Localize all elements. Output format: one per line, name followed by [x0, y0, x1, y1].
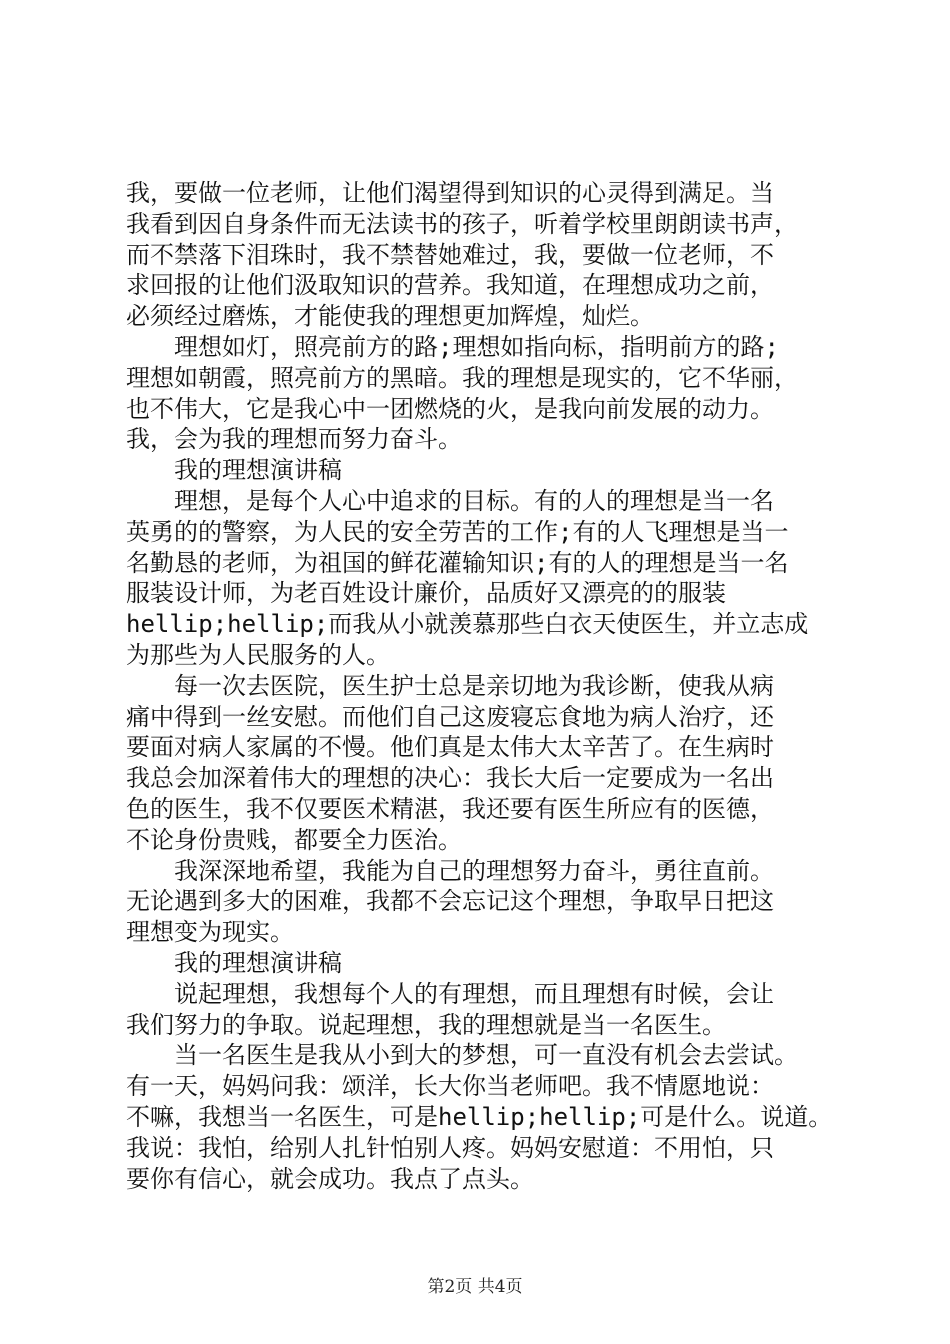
text-line: 说起理想，我想每个人的有理想，而且理想有时候，会让 — [126, 979, 774, 1008]
text-line: 我总会加深着伟大的理想的决心：我长大后一定要成为一名出 — [126, 764, 774, 793]
text-line: 我们努力的争取。说起理想，我的理想就是当一名医生。 — [126, 1010, 726, 1039]
text-line: 痛中得到一丝安慰。而他们自己这废寝忘食地为病人治疗，还 — [126, 702, 774, 731]
text-line: 要面对病人家属的不慢。他们真是太伟大太辛苦了。在生病时 — [126, 733, 774, 762]
text-line: 我，会为我的理想而努力奋斗。 — [126, 425, 462, 454]
text-line: hellip;hellip;而我从小就羡慕那些白衣天使医生，并立志成 — [126, 610, 809, 639]
text-line: 我深深地希望，我能为自己的理想努力奋斗，勇往直前。 — [126, 856, 774, 885]
section-heading: 我的理想演讲稿 — [126, 456, 342, 485]
text-line: 理想，是每个人心中追求的目标。有的人的理想是当一名 — [126, 486, 774, 515]
text-line: 我，要做一位老师，让他们渴望得到知识的心灵得到满足。当 — [126, 179, 774, 207]
text-line: 每一次去医院，医生护士总是亲切地为我诊断，使我从病 — [126, 671, 774, 700]
text-line: 服装设计师，为老百姓设计廉价，品质好又漂亮的的服装 — [126, 579, 726, 608]
text-line: 我看到因自身条件而无法读书的孩子，听着学校里朗朗读书声， — [126, 209, 798, 238]
text-line: 名勤恳的老师，为祖国的鲜花灌输知识;有的人的理想是当一名 — [126, 548, 789, 577]
section-heading: 我的理想演讲稿 — [126, 948, 342, 977]
text-line: 色的医生，我不仅要医术精湛，我还要有医生所应有的医德， — [126, 794, 774, 823]
text-line: 不嘛，我想当一名医生，可是hellip;hellip;可是什么。说道。 — [126, 1102, 833, 1131]
text-line: 为那些为人民服务的人。 — [126, 640, 390, 669]
text-line: 理想如灯，照亮前方的路;理想如指向标，指明前方的路; — [126, 332, 779, 361]
text-line: 我说：我怕，给别人扎针怕别人疼。妈妈安慰道：不用怕，只 — [126, 1133, 774, 1162]
text-line: 要你有信心，就会成功。我点了点头。 — [126, 1164, 534, 1193]
text-line: 也不伟大，它是我心中一团燃烧的火，是我向前发展的动力。 — [126, 394, 774, 423]
text-line: 无论遇到多大的困难，我都不会忘记这个理想，争取早日把这 — [126, 887, 774, 916]
text-line: 而不禁落下泪珠时，我不禁替她难过，我，要做一位老师，不 — [126, 240, 774, 269]
text-line: 必须经过磨炼，才能使我的理想更加辉煌，灿烂。 — [126, 302, 654, 331]
text-line: 有一天，妈妈问我：颂洋，长大你当老师吧。我不情愿地说： — [126, 1072, 774, 1101]
document-body — [126, 178, 846, 1194]
text-line: 英勇的的警察，为人民的安全劳苦的工作;有的人飞理想是当一 — [126, 517, 789, 546]
text-line: 理想变为现实。 — [126, 918, 294, 947]
text-line: 不论身份贵贱，都要全力医治。 — [126, 825, 462, 854]
text-line: 当一名医生是我从小到大的梦想，可一直没有机会去尝试。 — [126, 1041, 798, 1070]
text-line: 理想如朝霞，照亮前方的黑暗。我的理想是现实的，它不华丽， — [126, 363, 798, 392]
page-number-footer: 第2页 共4页 — [427, 1277, 523, 1297]
text-line: 求回报的让他们汲取知识的营养。我知道，在理想成功之前， — [126, 271, 774, 300]
